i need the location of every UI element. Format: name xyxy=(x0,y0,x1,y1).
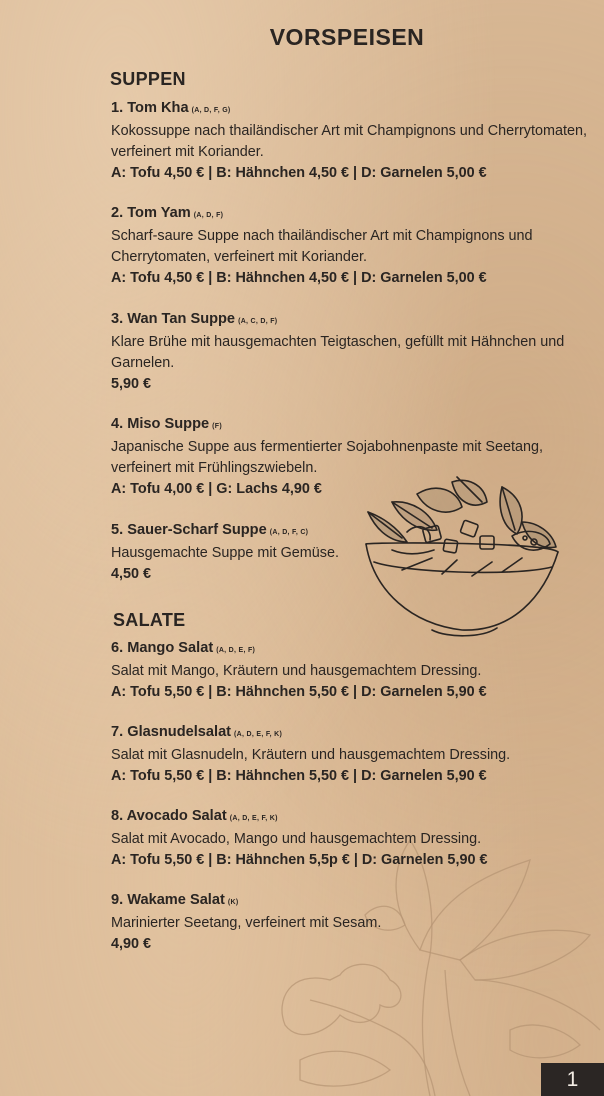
item-description: Scharf-saure Suppe nach thailändischer Art mit Champignons und Cherrytomaten, verfeinert mit Koriander. xyxy=(111,228,533,265)
item-allergens: (A, D, E, F) xyxy=(216,647,256,654)
menu-item xyxy=(111,309,591,395)
menu-item xyxy=(111,520,361,585)
item-description: Klare Brühe mit hausgemachten Teigtaschen, gefüllt mit Hähnchen und Garnelen. xyxy=(111,334,565,371)
item-description: Salat mit Mango, Kräutern und hausgemachtem Dressing. xyxy=(111,663,482,679)
item-allergens: (A, D, F, C) xyxy=(269,529,309,536)
item-name: 8. Avocado Salat xyxy=(111,808,227,824)
item-description: Japanische Suppe aus fermentierter Sojabohnenpaste mit Seetang, verfeinert mit Frühlingszwiebeln. xyxy=(111,439,544,476)
item-description: Salat mit Glasnudeln, Kräutern und hausgemachtem Dressing. xyxy=(111,747,511,763)
item-price: 4,90 € xyxy=(111,936,152,952)
page-title: VORSPEISEN xyxy=(269,24,425,50)
item-allergens: (A, D, F, G) xyxy=(191,107,231,114)
item-price: A: Tofu 5,50 € | B: Hähnchen 5,50 € | D: Garnelen 5,90 € xyxy=(111,768,487,784)
salad-bowl-icon xyxy=(362,472,562,642)
item-name: 1. Tom Kha xyxy=(111,100,189,116)
item-allergens: (A, D, F) xyxy=(193,212,224,219)
section-title-suppen: SUPPEN xyxy=(110,69,186,89)
item-allergens: (A, C, D, F) xyxy=(238,318,278,325)
item-allergens: (A, D, E, F, K) xyxy=(234,731,283,738)
item-name: 3. Wan Tan Suppe xyxy=(111,311,236,327)
item-allergens: (F) xyxy=(212,423,222,430)
item-price: 5,90 € xyxy=(111,376,152,392)
item-name: 6. Mango Salat xyxy=(111,640,214,656)
item-price: A: Tofu 4,50 € | B: Hähnchen 4,50 € | D: Garnelen 5,00 € xyxy=(111,165,487,181)
item-price: 4,50 € xyxy=(111,566,152,582)
item-allergens: (A, D, E, F, K) xyxy=(229,815,278,822)
item-name: 2. Tom Yam xyxy=(111,205,191,221)
menu-item xyxy=(111,722,591,787)
item-description: Kokossuppe nach thailändischer Art mit Champignons und Cherrytomaten, verfeinert mit Koriander. xyxy=(111,123,587,160)
item-name: 5. Sauer-Scharf Suppe xyxy=(111,522,267,538)
item-description: Hausgemachte Suppe mit Gemüse. xyxy=(111,545,339,561)
item-price: A: Tofu 5,50 € | B: Hähnchen 5,5p € | D: Garnelen 5,90 € xyxy=(111,852,488,868)
item-allergens: (K) xyxy=(227,899,239,906)
item-name: 7. Glasnudelsalat xyxy=(111,724,232,740)
menu-item xyxy=(111,203,591,289)
section-title-salate: SALATE xyxy=(113,610,186,630)
menu-item xyxy=(111,806,591,871)
item-name: 4. Miso Suppe xyxy=(111,416,210,432)
item-name: 9. Wakame Salat xyxy=(111,892,225,908)
item-price: A: Tofu 5,50 € | B: Hähnchen 5,50 € | D: Garnelen 5,90 € xyxy=(111,684,487,700)
menu-item xyxy=(111,638,591,703)
menu-item xyxy=(111,98,591,184)
menu-item xyxy=(111,890,591,955)
item-description: Salat mit Avocado, Mango und hausgemachtem Dressing. xyxy=(111,831,482,847)
item-price: A: Tofu 4,00 € | G: Lachs 4,90 € xyxy=(111,481,322,497)
page-number: 1 xyxy=(541,1063,604,1096)
item-description: Marinierter Seetang, verfeinert mit Sesam. xyxy=(111,915,382,931)
item-price: A: Tofu 4,50 € | B: Hähnchen 4,50 € | D: Garnelen 5,00 € xyxy=(111,270,487,286)
